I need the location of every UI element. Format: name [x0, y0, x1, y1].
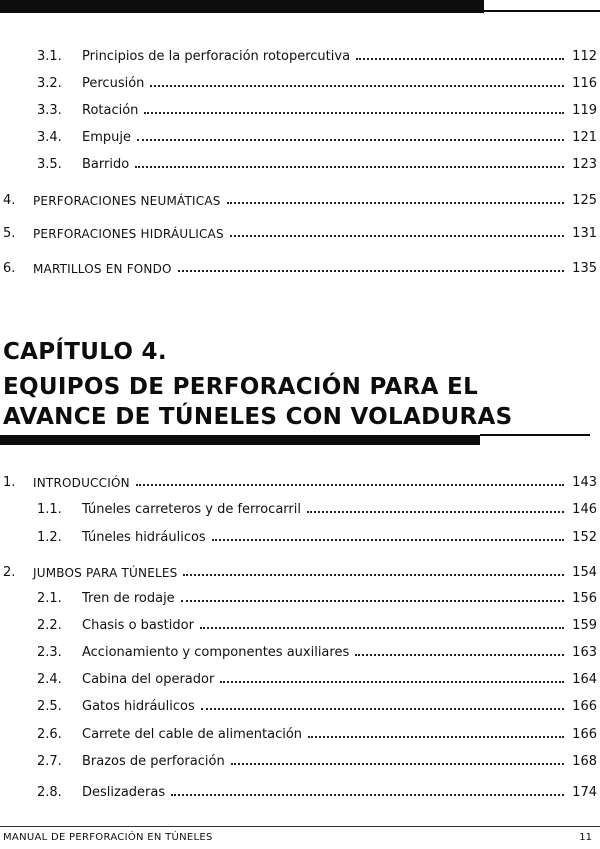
toc-entry-label: Tren de rodaje [82, 591, 175, 606]
toc-entry-label: Chasis o bastidor [82, 618, 194, 633]
toc-entry-number: 3.5. [37, 157, 62, 172]
toc-entry-label: Principios de la perforación rotopercutiva [82, 49, 351, 64]
toc-entry[interactable] [37, 586, 597, 606]
toc-entry-label: Túneles hidráulicos [82, 530, 206, 545]
toc-entry-label: Empuje [82, 130, 131, 145]
toc-entry[interactable] [3, 470, 597, 490]
toc-entry-number: 2.8. [37, 785, 62, 800]
toc-entry[interactable] [3, 256, 597, 276]
toc-leader-dots [227, 202, 565, 204]
chapter-rule [480, 434, 590, 436]
toc-entry-number: 3.1. [37, 49, 62, 64]
toc-entry-number: 4. [3, 193, 16, 208]
toc-entry-label: Túneles carreteros y de ferrocarril [82, 502, 301, 517]
toc-leader-dots [356, 58, 564, 60]
toc-entry-page: 168 [572, 754, 597, 769]
toc-leader-dots [307, 511, 564, 513]
toc-entry-page: 156 [572, 591, 597, 606]
toc-leader-dots [171, 794, 564, 796]
chapter-bar [0, 435, 480, 445]
toc-entry-label: Rotación [82, 103, 139, 118]
chapter-title-line2: AVANCE DE TÚNELES CON VOLADURAS [3, 404, 513, 430]
toc-entry-page: 159 [572, 618, 597, 633]
toc-entry-number: 2.5. [37, 699, 62, 714]
toc-entry[interactable] [37, 694, 597, 714]
toc-entry[interactable] [37, 722, 597, 742]
toc-entry[interactable] [37, 613, 597, 633]
toc-entry-page: 166 [572, 727, 597, 742]
header-bar [0, 0, 484, 13]
toc-entry-number: 5. [3, 226, 16, 241]
toc-entry-page: 146 [572, 502, 597, 517]
toc-entry[interactable] [37, 640, 597, 660]
toc-entry-page: 163 [572, 645, 597, 660]
toc-entry-number: 2.1. [37, 591, 62, 606]
toc-entry-page: 154 [572, 565, 597, 580]
toc-entry[interactable] [3, 188, 597, 208]
toc-entry-page: 174 [572, 785, 597, 800]
toc-entry-number: 2.3. [37, 645, 62, 660]
toc-entry-page: 112 [572, 49, 597, 64]
toc-leader-dots [181, 600, 564, 602]
toc-leader-dots [200, 627, 564, 629]
toc-entry-label: PERFORACIONES NEUMÁTICAS [33, 194, 221, 208]
toc-leader-dots [231, 763, 564, 765]
toc-leader-dots [150, 85, 564, 87]
toc-entry[interactable] [37, 497, 597, 517]
toc-entry-number: 1.1. [37, 502, 62, 517]
toc-entry-label: INTRODUCCIÓN [33, 476, 130, 490]
chapter-number: CAPÍTULO 4. [3, 339, 167, 365]
toc-entry[interactable] [37, 44, 597, 64]
toc-entry[interactable] [37, 71, 597, 91]
toc-entry-number: 3.3. [37, 103, 62, 118]
toc-entry-number: 3.4. [37, 130, 62, 145]
toc-entry-page: 152 [572, 530, 597, 545]
toc-entry-number: 2.4. [37, 672, 62, 687]
toc-entry-number: 6. [3, 261, 16, 276]
toc-leader-dots [144, 112, 564, 114]
toc-leader-dots [308, 736, 564, 738]
toc-entry[interactable] [37, 667, 597, 687]
toc-leader-dots [230, 235, 564, 237]
toc-leader-dots [135, 166, 564, 168]
toc-entry-label: PERFORACIONES HIDRÁULICAS [33, 227, 224, 241]
toc-entry-number: 1.2. [37, 530, 62, 545]
toc-entry-number: 1. [3, 475, 16, 490]
toc-entry-label: Deslizaderas [82, 785, 166, 800]
toc-entry[interactable] [37, 749, 597, 769]
toc-entry-label: Accionamiento y componentes auxiliares [82, 645, 350, 660]
toc-entry-page: 166 [572, 699, 597, 714]
toc-entry-label: Carrete del cable de alimentación [82, 727, 303, 742]
toc-entry-label: Percusión [82, 76, 145, 91]
toc-entry-label: Gatos hidráulicos [82, 699, 195, 714]
chapter-title-line1: EQUIPOS DE PERFORACIÓN PARA EL [3, 374, 479, 400]
toc-entry-label: Cabina del operador [82, 672, 215, 687]
footer-title: MANUAL DE PERFORACIÓN EN TÚNELES [3, 832, 213, 843]
toc-entry-page: 116 [572, 76, 597, 91]
toc-entry-page: 131 [572, 226, 597, 241]
toc-entry[interactable] [37, 152, 597, 172]
toc-entry-page: 164 [572, 672, 597, 687]
toc-entry-label: Barrido [82, 157, 130, 172]
toc-leader-dots [136, 484, 564, 486]
toc-leader-dots [178, 270, 564, 272]
toc-entry[interactable] [37, 125, 597, 145]
footer-rule [0, 826, 600, 827]
toc-entry-page: 119 [572, 103, 597, 118]
toc-leader-dots [355, 654, 564, 656]
toc-entry[interactable] [37, 780, 597, 800]
page-number: 11 [579, 832, 592, 843]
toc-entry-number: 2.7. [37, 754, 62, 769]
toc-entry-number: 2. [3, 565, 16, 580]
toc-leader-dots [137, 139, 564, 141]
toc-entry-number: 2.2. [37, 618, 62, 633]
toc-entry-page: 125 [572, 193, 597, 208]
toc-leader-dots [183, 574, 564, 576]
toc-leader-dots [212, 539, 564, 541]
toc-entry-page: 121 [572, 130, 597, 145]
toc-entry-number: 2.6. [37, 727, 62, 742]
toc-entry-page: 123 [572, 157, 597, 172]
toc-entry[interactable] [37, 525, 597, 545]
toc-entry[interactable] [3, 560, 597, 580]
toc-leader-dots [201, 708, 564, 710]
toc-leader-dots [220, 681, 564, 683]
toc-entry[interactable] [3, 221, 597, 241]
toc-entry-page: 135 [572, 261, 597, 276]
toc-entry-label: JUMBOS PARA TÚNELES [33, 566, 178, 580]
header-rule [484, 10, 600, 12]
toc-entry-label: Brazos de perforación [82, 754, 225, 769]
toc-entry[interactable] [37, 98, 597, 118]
toc-entry-number: 3.2. [37, 76, 62, 91]
toc-entry-label: MARTILLOS EN FONDO [33, 262, 172, 276]
toc-entry-page: 143 [572, 475, 597, 490]
